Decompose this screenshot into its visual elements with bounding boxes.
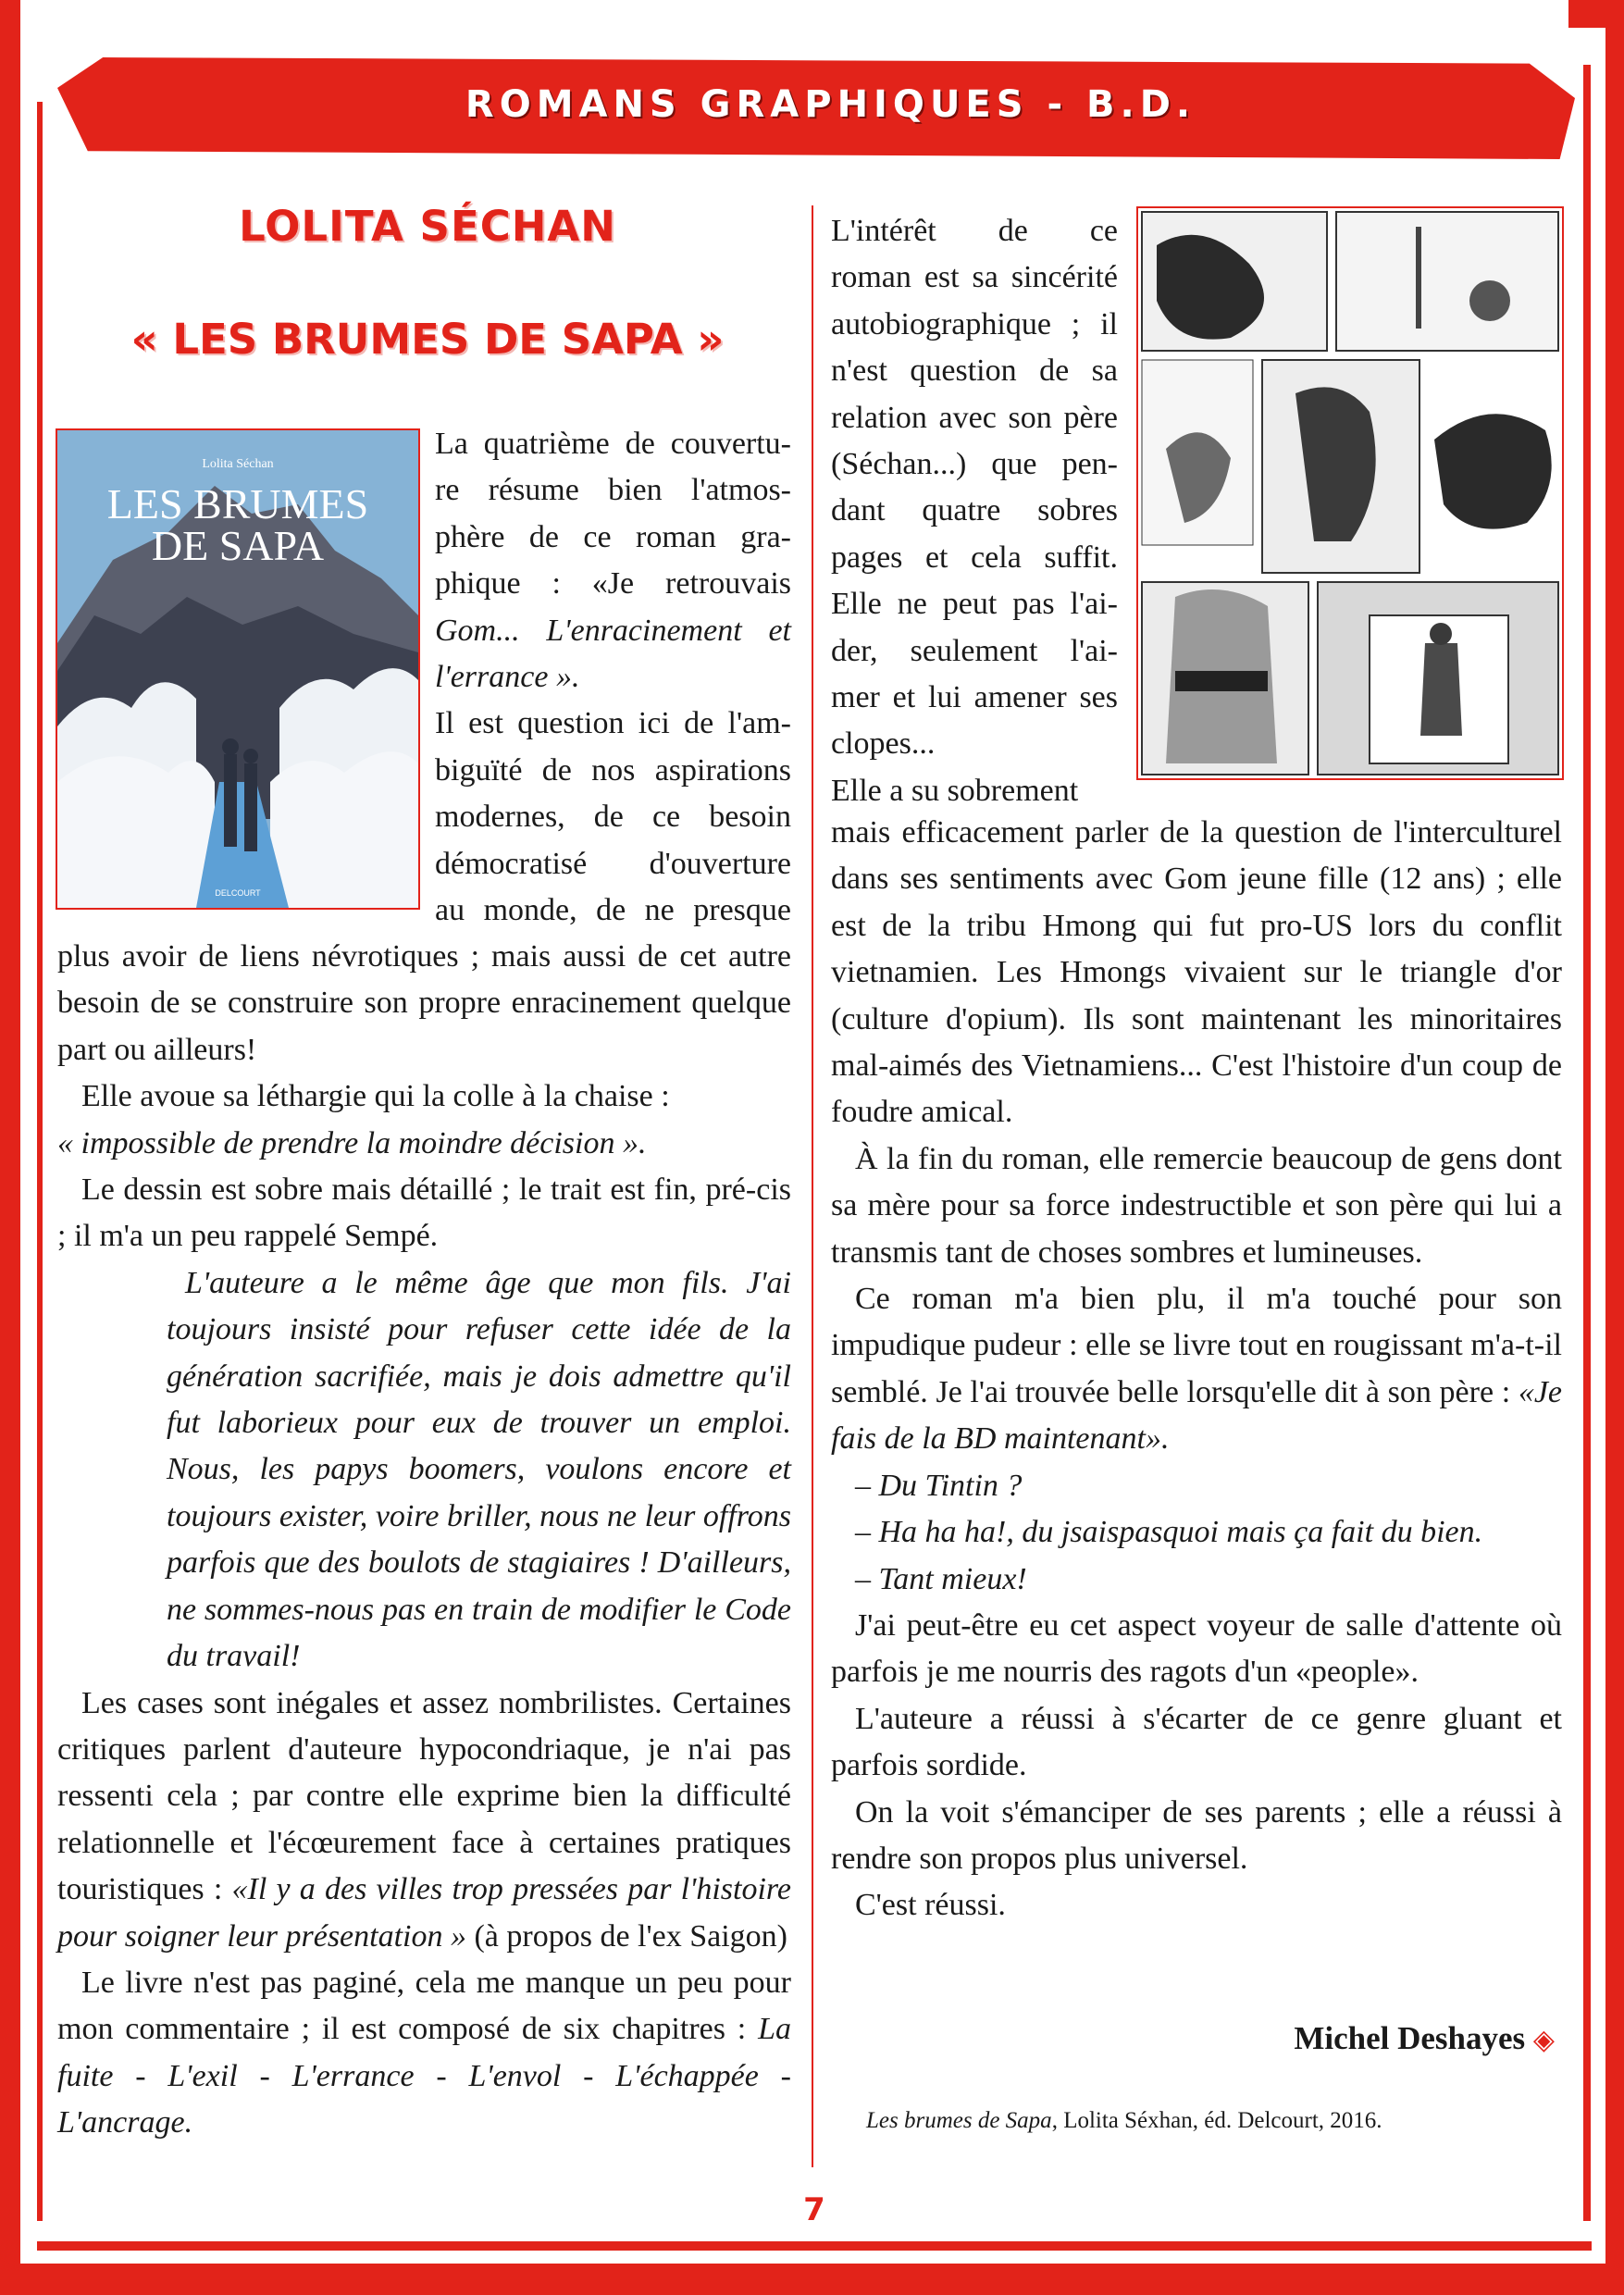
paragraph-text: (à propos de l'ex Saigon) — [465, 1918, 787, 1954]
paragraph: J'ai peut-être eu cet aspect voyeur de salle d'attente où parfois je me nourris des ragots d'un «people». — [831, 1607, 1562, 1690]
quote: «Il y a des villes trop pressées par l'histoire pour soigner leur présentation » — [57, 1872, 791, 1954]
cover-title-line1: LES BRUMES — [106, 480, 369, 527]
cover-title-line2: DE SAPA — [151, 522, 325, 569]
book-cover-image — [56, 428, 420, 910]
paragraph-text: Les cases sont inégales et assez nombrilistes. Certaines critiques parlent d'auteure hypocondriaque, je n'ai pas ressenti cela ; par contre elle exprime bien la difficulté relationnelle et l'écœurement face à certaines pratiques touristiques : — [57, 1685, 791, 1907]
text-line: Gom... L'enracinement et — [435, 613, 791, 648]
article-author-heading: LOLITA SÉCHAN — [239, 202, 616, 251]
text-line: La quatrième de couvertu- — [435, 427, 791, 461]
paragraph — [57, 1681, 791, 1960]
left-column-beside-cover — [435, 421, 791, 934]
credit-title: Les brumes de Sapa — [866, 2108, 1052, 2133]
dialog-line: – Tant mieux! — [855, 1561, 1027, 1596]
text-line: Il est question ici de l'am- — [435, 706, 791, 741]
text-line: au monde, de ne presque — [435, 893, 791, 928]
text-line: clopes... — [831, 726, 936, 762]
right-column-body — [831, 810, 1562, 1929]
paragraph-text: Le livre n'est pas paginé, cela me manque un peu pour mon commentaire ; il est composé de six chapitres : — [57, 1965, 791, 2047]
paragraph: C'est réussi. — [855, 1888, 1006, 1923]
quote: « impossible de prendre la moindre décision ». — [57, 1125, 647, 1160]
frame-border-bottom-inner — [37, 2241, 1592, 2251]
paragraph: plus avoir de liens névrotiques ; mais aussi de cet autre besoin de se construire son propre enracinement quelque part ou ailleurs! — [57, 939, 791, 1067]
quote: «Je fais de la BD maintenant». — [831, 1374, 1562, 1457]
dialog-line: – Ha ha ha!, du jsaispasquoi mais ça fait du bien. — [855, 1515, 1483, 1550]
comic-side-lines — [831, 208, 1118, 814]
text-line: der, seulement l'ai- — [831, 633, 1118, 668]
frame-border-left — [0, 0, 20, 2295]
text-line: dant quatre sobres — [831, 493, 1118, 528]
text-line: démocratisé d'ouverture — [435, 846, 791, 881]
page-number: 7 — [803, 2191, 825, 2228]
text-line: mer et lui amener ses — [831, 680, 1118, 715]
paragraph: À la fin du roman, elle remercie beaucoup de gens dont sa mère pour sa force indestructible et son père qui lui a transmis tant de choses sombres et lumineuses. — [831, 1141, 1562, 1270]
text-line: n'est question de sa — [831, 354, 1118, 389]
frame-border-right — [1605, 0, 1624, 2295]
text-line: phique : «Je retrouvais — [435, 566, 791, 602]
frame-border-left-inner — [37, 102, 43, 2221]
paragraph — [831, 1276, 1562, 1463]
credit-details: , Lolita Séxhan, éd. Delcourt, 2016. — [1051, 2108, 1382, 2133]
comic-panels-image — [1136, 206, 1564, 780]
text-line: L'intérêt de ce — [831, 214, 1118, 248]
right-column-beside-comic — [831, 208, 1118, 814]
frame-corner — [1568, 0, 1624, 28]
left-column-body — [57, 934, 791, 2147]
frame-border-right-inner — [1583, 65, 1591, 2221]
text-line: (Séchan...) que pen- — [831, 447, 1118, 482]
text-line: re résume bien l'atmos- — [435, 473, 791, 508]
text-line: phère de ce roman gra- — [435, 519, 791, 554]
text-line: Elle ne peut pas l'ai- — [831, 587, 1118, 622]
text-line: modernes, de ce besoin — [435, 800, 791, 835]
column-divider — [812, 205, 813, 2167]
text-line: biguïté de nos aspirations — [435, 752, 791, 788]
cover-publisher: DELCOURT — [215, 888, 261, 898]
signature — [1258, 2020, 1555, 2057]
frame-border-bottom — [0, 2264, 1624, 2295]
paragraph: Elle avoue sa léthargie qui la colle à la chaise : — [81, 1079, 670, 1114]
text-line: l'errance ». — [435, 660, 580, 695]
paragraph — [57, 1960, 791, 2147]
cover-author-text: Lolita Séchan — [202, 457, 274, 471]
paragraph-text: Ce roman m'a bien plu, il m'a touché pour son impudique pudeur : elle se livre tout en rougissant m'a-t-il semblé. Je l'ai trouvée belle lorsqu'elle dit à son père : — [831, 1282, 1562, 1409]
signature-name: Michel Deshayes — [1294, 2020, 1526, 2056]
italic-paragraph: L'auteure a le même âge que mon fils. J'ai toujours insisté pour refuser cette idée de la génération sacrifiée, mais je dois admettre qu'il fut laborieux pour eux de trouver un emploi. Nous, les papys boomers, voulons encore et toujours exister, voire briller, nous ne leur offrons parfois que des boulots de stagiaires ! D'ailleurs, ne sommes-nous pas en train de modifier le Code du travail! — [167, 1265, 791, 1674]
text-line: relation avec son père — [831, 400, 1118, 435]
paragraph: mais efficacement parler de la question de l'interculturel dans ses sentiments avec Gom jeune fille (12 ans) ; elle est de la tribu Hmong qui fut pro-US lors du conflit vietnamien. Les Hmongs vivaient sur le triangle d'or (culture d'opium). Ils sont maintenant les minoritaires mal-aimés des Vietnamiens... C'est l'histoire d'un coup de foudre amical. — [831, 815, 1562, 1130]
text-line: roman est sa sincérité — [831, 260, 1118, 295]
book-credit — [866, 2108, 1382, 2134]
text-line: Elle a su sobrement — [831, 773, 1079, 808]
paragraph: On la voit s'émanciper de ses parents ; elle a réussi à rendre son propos plus universel. — [831, 1794, 1562, 1876]
diamond-icon: ◈ — [1532, 2025, 1555, 2055]
text-line: pages et cela suffit. — [831, 540, 1118, 575]
paragraph: L'auteure a réussi à s'écarter de ce genre gluant et parfois sordide. — [831, 1701, 1562, 1783]
article-title: « LES BRUMES DE SAPA » — [130, 315, 725, 364]
section-title: ROMANS GRAPHIQUES - B.D. — [465, 83, 1196, 126]
chapter-list: La fuite - L'exil - L'errance - L'envol - L'échappée - L'ancrage. — [57, 2012, 791, 2140]
dialog-line: – Du Tintin ? — [855, 1468, 1023, 1503]
text-line: autobiographique ; il — [831, 306, 1118, 341]
cover-side-lines — [435, 421, 791, 934]
paragraph: Le dessin est sobre mais détaillé ; le trait est fin, pré-cis ; il m'a un peu rappelé Sempé. — [57, 1172, 791, 1254]
